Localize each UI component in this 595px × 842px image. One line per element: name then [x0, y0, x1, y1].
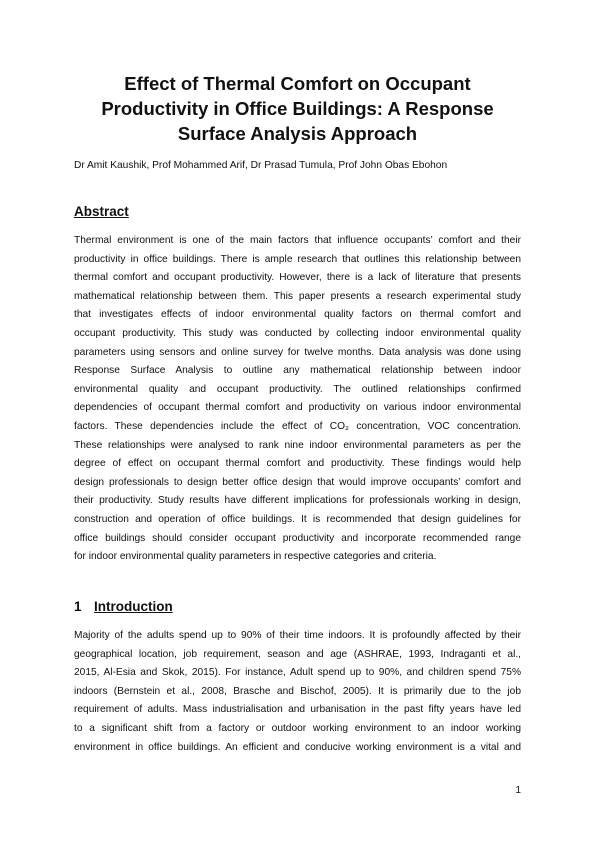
introduction-line: to a significant shift from a factory or outdoor working environment to an indoor working	[74, 722, 521, 734]
abstract-line: for indoor environmental quality parameters in respective categories and criteria.	[74, 551, 437, 563]
abstract-line: degree of effect on occupant thermal comfort and productivity. These findings would help	[74, 458, 521, 470]
abstract-heading-text: Abstract	[74, 204, 129, 219]
abstract-line: Response Surface Analysis to outline any mathematical relationship between indoor	[74, 365, 521, 377]
introduction-line: geographical location, job requirement, season and age (ASHRAE, 1993, Indraganti et al.,	[74, 648, 521, 660]
introduction-line: indoors (Bernstein et al., 2008, Brasche and Bischof, 2005). It is primarily due to the job	[74, 685, 521, 697]
page-number: 1	[515, 785, 521, 796]
abstract-line: design professionals to design better office design that would improve occupants’ comfort and	[74, 476, 521, 488]
abstract-line: office buildings should consider occupant productivity and incorporate recommended range	[74, 532, 521, 544]
abstract-line: their productivity. Study results have different implications for professionals working in design,	[74, 495, 521, 507]
introduction-line: Majority of the adults spend up to 90% of their time indoors. It is profoundly affected by their	[74, 630, 521, 641]
introduction-line: requirement of adults. Mass industrialisation and urbanisation in the past fifty years have led	[74, 704, 521, 716]
introduction-heading	[74, 598, 173, 616]
section-number: 1	[74, 599, 82, 614]
introduction-body	[74, 627, 521, 757]
abstract-heading	[74, 203, 129, 221]
abstract-line: productivity in office buildings. There is ample research that outlines this relationship between	[74, 253, 521, 265]
title-line: Effect of Thermal Comfort on Occupant	[124, 73, 471, 94]
abstract-line: dependencies of occupant thermal comfort and productivity on various indoor environmental	[74, 402, 521, 414]
author-list: Dr Amit Kaushik, Prof Mohammed Arif, Dr Prasad Tumula, Prof John Obas Ebohon	[74, 160, 448, 171]
abstract-line: parameters using sensors and online survey for twelve months. Data analysis was done using	[74, 346, 521, 358]
abstract-line: mathematical relationship between them. This paper presents a research experimental study	[74, 290, 521, 302]
introduction-line: environment in office buildings. An efficient and conducive working environment is a vital and	[74, 741, 521, 753]
title-line: Surface Analysis Approach	[177, 123, 418, 144]
introduction-line: 2015, Al-Esia and Skok, 2015). For instance, Adult spend up to 90%, and children spend 75%	[74, 667, 521, 679]
abstract-line: thermal comfort and occupant productivity. However, there is a lack of literature that presents	[74, 272, 521, 284]
abstract-line: environmental quality and occupant productivity. The outlined relationships confirmed	[74, 383, 521, 395]
abstract-line: occupant productivity. This study was conducted by collecting indoor environmental quality	[74, 327, 521, 339]
abstract-line: These relationships were analysed to rank nine indoor environmental parameters as per the	[74, 439, 521, 451]
introduction-heading-text: Introduction	[94, 599, 173, 614]
abstract-line: factors. These dependencies include the effect of CO₂ concentration, VOC concentration.	[74, 420, 521, 432]
abstract-line: that investigates effects of indoor environmental quality factors on thermal comfort and	[74, 309, 521, 321]
abstract-body	[74, 232, 521, 567]
title-line: Productivity in Office Buildings: A Response	[101, 98, 494, 119]
abstract-line: construction and operation of office buildings. It is recommended that design guidelines for	[74, 513, 521, 525]
paper-title	[60, 71, 535, 146]
abstract-line: Thermal environment is one of the main factors that influence occupants’ comfort and their	[74, 235, 521, 246]
